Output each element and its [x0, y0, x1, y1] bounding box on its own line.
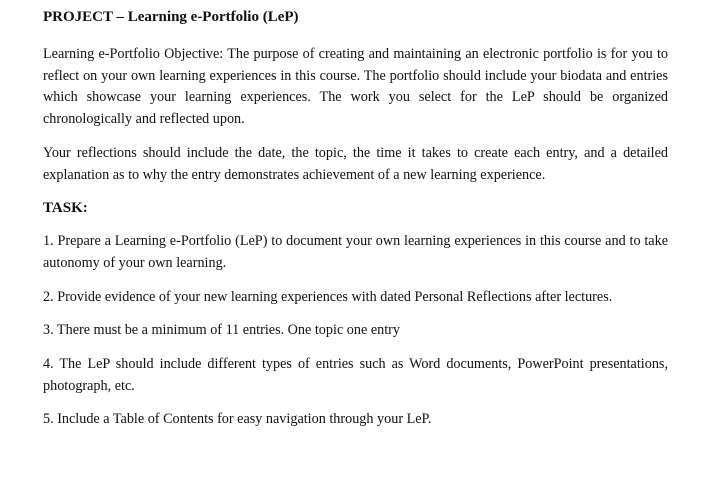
- reflections-paragraph: Your reflections should include the date, the topic, the time it takes to create each entry, and a detailed explanation as to why the entry demonstrates achievement of a new learning experience.: [43, 144, 668, 183]
- objective-paragraph: Learning e-Portfolio Objective: The purpose of creating and maintaining an electronic portfolio is for you to reflect on your own learning experiences in this course. The portfolio should include your biodata and entries which showcase your learning experiences. The work you select for the LeP should be organized chronologically and reflected upon.: [43, 46, 668, 128]
- task-item-5: 5. Include a Table of Contents for easy navigation through your LeP.: [43, 411, 432, 428]
- task-item-3: 3. There must be a minimum of 11 entries. One topic one entry: [43, 322, 400, 339]
- task-item-4: 4. The LeP should include different types of entries such as Word documents, PowerPoint presentations, photograph, etc.: [43, 356, 668, 394]
- document-page: [43, 7, 668, 443]
- document-title: PROJECT – Learning e-Portfolio (LeP): [43, 9, 299, 25]
- task-item-1: 1. Prepare a Learning e-Portfolio (LeP) to document your own learning experiences in this course and to take autonomy of your own learning.: [43, 233, 668, 271]
- task-heading: TASK:: [43, 200, 88, 217]
- task-item-2: 2. Provide evidence of your new learning experiences with dated Personal Reflections after lectures.: [43, 288, 613, 305]
